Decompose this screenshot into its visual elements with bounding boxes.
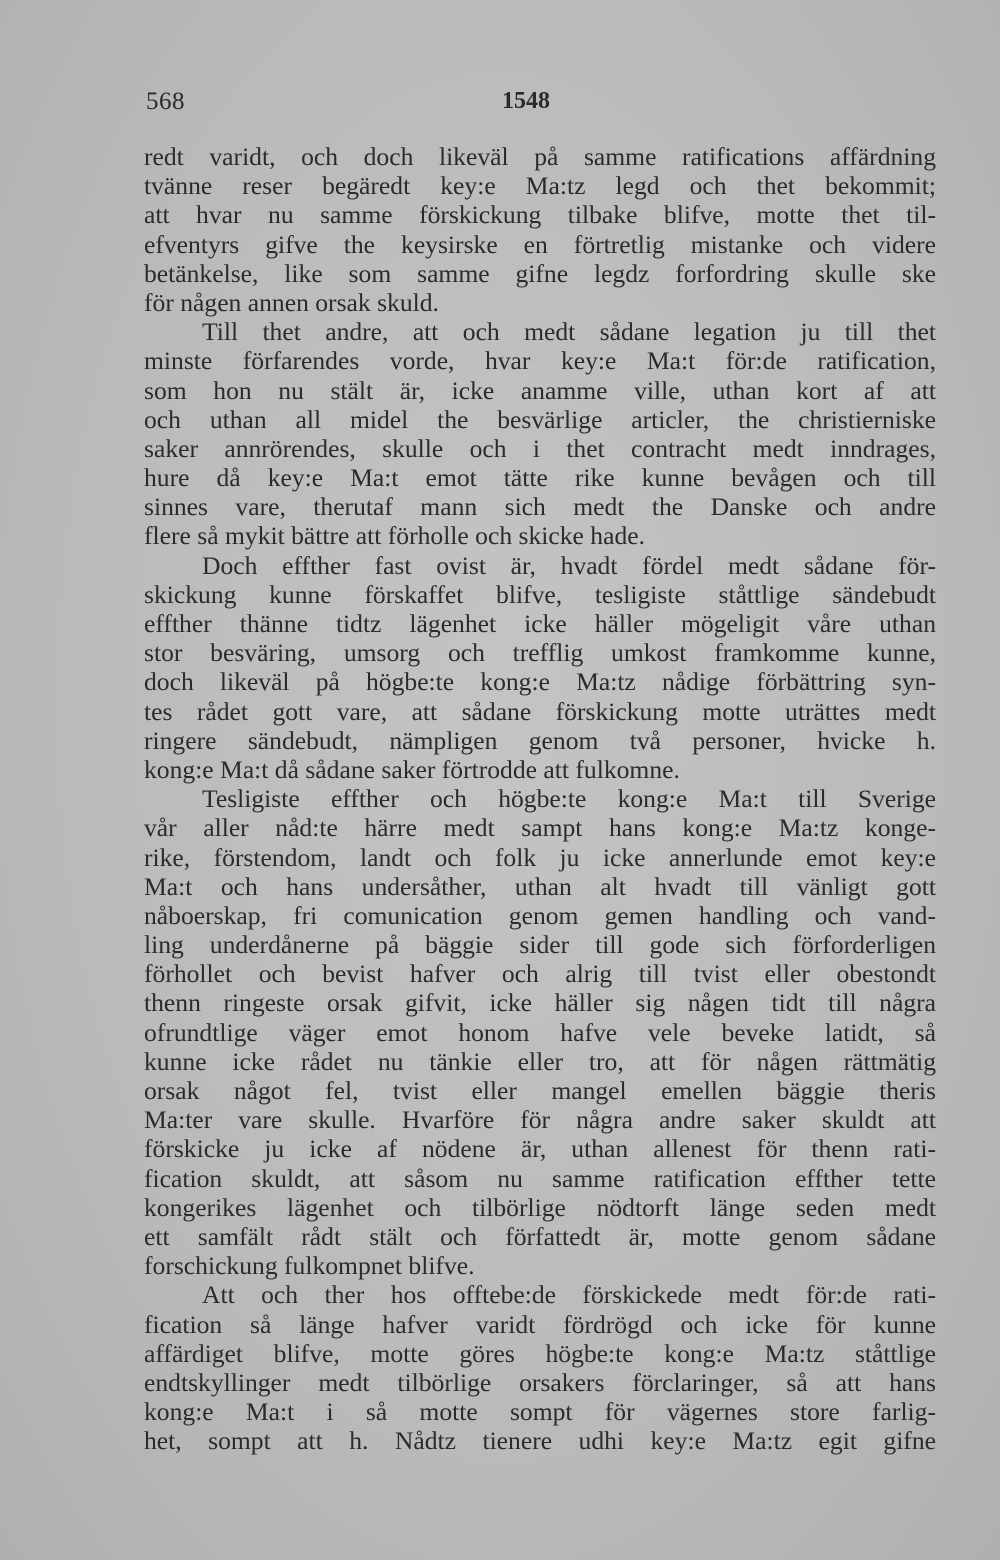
text-line: affärdiget blifve, motte göres högbe:te kong:e Ma:tz ståttlige	[144, 1338, 936, 1368]
text-line: förhollet och bevist hafver och alrig till tvist eller obestondt	[144, 959, 936, 989]
text-line: ett samfält rådt stält och författedt är, motte genom sådane	[144, 1221, 936, 1251]
text-line: Tesligiste effther och högbe:te kong:e Ma:t till Sverige	[202, 784, 936, 814]
text-line: ling underdånerne på bäggie sider till gode sich förforderligen	[144, 930, 936, 960]
text-line: effther thänne tidtz lägenhet icke häller mögeligit våre uthan	[144, 609, 936, 638]
text-line: sinnes vare, therutaf mann sich medt the Danske och andre	[144, 492, 936, 522]
text-line: het, sompt att h. Nådtz tienere udhi key:e Ma:tz egit gifne	[144, 1426, 936, 1456]
text-line: tvänne reser begäredt key:e Ma:tz legd och thet bekommit;	[144, 171, 936, 201]
text-line: saker annrörendes, skulle och i thet contracht medt inndrages,	[144, 433, 936, 463]
body-text	[144, 142, 936, 1455]
text-line: kunne icke rådet nu tänkie eller tro, att för någen rättmätig	[144, 1046, 936, 1076]
text-line: kong:e Ma:t då sådane saker förtrodde att fulkomne.	[144, 754, 680, 784]
text-line: redt varidt, och doch likeväl på samme ratifications affärdning	[144, 142, 936, 171]
running-head-year: 1548	[502, 88, 550, 114]
text-line: Att och ther hos offtebe:de förskickede medt för:de rati-	[202, 1280, 936, 1310]
text-line: ofrundtlige väger emot honom hafve vele beveke latidt, så	[144, 1017, 936, 1047]
text-line: som hon nu stält är, icke anamme ville, uthan kort af att	[144, 375, 936, 405]
text-line: betänkelse, like som samme gifne legdz forfordring skulle ske	[144, 258, 936, 288]
text-line: Doch effther fast ovist är, hvadt fördel medt sådane för-	[202, 550, 936, 580]
text-line: tes rådet gott vare, att sådane förskickung motte uträttes medt	[144, 696, 936, 726]
text-line: skickung kunne förskaffet blifve, tesligiste ståttlige sändebudt	[144, 579, 936, 609]
text-line: rike, förstendom, landt och folk ju icke annerlunde emot key:e	[144, 842, 936, 872]
text-line: stor besväring, umsorg och trefflig umkost framkomme kunne,	[144, 638, 936, 668]
text-line: att hvar nu samme förskickung tilbake blifve, motte thet til-	[144, 200, 936, 230]
text-line: Ma:ter vare skulle. Hvarföre för några andre saker skuldt att	[144, 1105, 936, 1135]
text-line: och uthan all midel the besvärlige articler, the christierniske	[144, 404, 936, 434]
text-line: nåboerskap, fri comunication genom gemen handling och vand-	[144, 900, 936, 930]
text-line: efventyrs gifve the keysirske en förtretlig mistanke och videre	[144, 229, 936, 259]
text-line: Ma:t och hans undersåther, uthan alt hvadt till vänligt gott	[144, 871, 936, 901]
text-line: endtskyllinger medt tilbörlige orsakers förclaringer, så att hans	[144, 1367, 936, 1397]
text-line: kong:e Ma:t i så motte sompt för vägernes store farlig-	[144, 1397, 936, 1427]
page-header	[146, 88, 932, 128]
text-line: orsak något fel, tvist eller mangel emellen bäggie theris	[144, 1076, 936, 1105]
text-line: hure då key:e Ma:t emot tätte rike kunne bevågen och till	[144, 463, 936, 493]
text-line: kongerikes lägenhet och tilbörlige nödtorft länge seden medt	[144, 1192, 936, 1222]
text-line: flere så mykit bättre att förholle och skicke hade.	[144, 521, 646, 551]
text-line: fication skuldt, att såsom nu samme ratification effther tette	[144, 1163, 936, 1193]
text-line: fication så länge hafver varidt fördrögd och icke för kunne	[144, 1309, 936, 1339]
text-line: minste förfarendes vorde, hvar key:e Ma:t för:de ratification,	[144, 346, 936, 376]
text-line: vår aller nåd:te härre medt sampt hans kong:e Ma:tz konge-	[144, 813, 936, 843]
text-line: Till thet andre, att och medt sådane legation ju till thet	[202, 317, 936, 347]
text-line: för någen annen orsak skuld.	[144, 287, 439, 317]
text-line: forschickung fulkompnet blifve.	[144, 1251, 475, 1281]
text-line: thenn ringeste orsak gifvit, icke häller sig någen tidt till några	[144, 988, 936, 1018]
text-line: ringere sändebudt, nämpligen genom två personer, hvicke h.	[144, 725, 936, 755]
page-number: 568	[146, 88, 185, 115]
text-line: förskicke ju icke af nödene är, uthan allenest för thenn rati-	[144, 1134, 936, 1164]
text-line: doch likeväl på högbe:te kong:e Ma:tz nådige förbättring syn-	[144, 667, 936, 697]
